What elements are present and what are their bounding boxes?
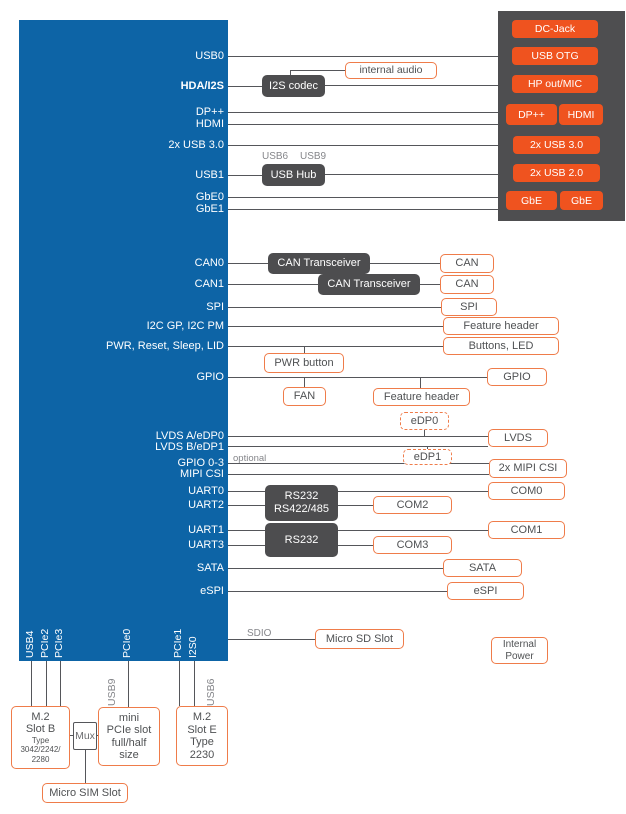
line-pcie2-down [46,661,47,706]
chip-mux-label: Mux [75,730,95,742]
port-usb0: USB0 [195,50,224,62]
connector-sata [443,559,522,577]
port-can0: CAN0 [194,257,224,269]
line-uart0 [228,491,265,492]
line-usb0 [228,56,498,57]
line-gbe0 [228,197,498,198]
line-mux-sim [85,750,86,783]
connector-com3-label: COM3 [396,538,429,551]
connector-internal-power [491,637,548,664]
connector-mipi-csi [489,459,567,478]
connector-spi [441,298,497,316]
connector-fan-label: FAN [293,390,316,403]
connector-gpio [487,368,547,386]
connector-buttons-led-label: Buttons, LED [468,339,534,352]
port-uart2: UART2 [188,499,224,511]
io-usb30 [513,136,600,154]
connector-sata-label: SATA [468,561,497,574]
line-lvds-a [228,436,488,437]
port-usb30: 2x USB 3.0 [168,139,224,151]
port-pwr: PWR, Reset, Sleep, LID [106,340,224,352]
port-hda-i2s: HDA/I2S [180,80,224,92]
line-hda [228,86,262,87]
connector-feature-header-b [373,388,470,406]
connector-com2-label: COM2 [396,498,429,511]
connector-spi-label: SPI [460,300,478,313]
io-dpp-label: DP++ [518,108,545,121]
line-uart1 [228,530,265,531]
label-usb9-vertical: USB9 [106,678,118,706]
io-usb20-label: 2x USB 2.0 [529,167,584,179]
connector-can-b [440,275,494,294]
label-usb9-hub: USB9 [300,151,327,162]
port-mipi: MIPI CSI [179,468,224,480]
m2-slot-e-line2: Slot E [187,723,217,736]
connector-edp0 [400,412,449,430]
io-gbe-b [560,191,603,210]
port-dpp: DP++ [195,106,224,118]
io-dc-jack-label: DC-Jack [534,23,576,35]
line-fan-drop [304,377,305,387]
connector-com1 [488,521,565,539]
label-usb6-hub: USB6 [262,151,289,162]
line-usb4-down [31,661,32,706]
line-cant-a-out [370,263,440,264]
line-hdmi [228,124,498,125]
line-pwr-button-drop [304,346,305,353]
port-espi: eSPI [200,585,224,597]
m2-slot-e-line3: Type [190,736,214,748]
line-can0 [228,263,268,264]
port-usb1: USB1 [195,169,224,181]
chip-rs232-line1: RS232 [284,490,319,502]
line-lvds-b [228,446,488,447]
connector-com0-label: COM0 [510,484,543,497]
port-pcie2: PCIe2 [39,628,51,658]
line-dpp [228,112,498,113]
m2-slot-b-line3: Type [31,735,50,745]
line-spi [228,307,441,308]
line-com0 [338,491,488,492]
m2-slot-e-line1: M.2 [192,711,212,723]
line-uart2 [228,505,265,506]
chip-can-transceiver-a-label: CAN Transceiver [277,257,361,269]
mini-pcie-line2: PCIe slot [106,724,152,736]
chip-rs232-b [265,523,338,557]
line-i2c [228,326,443,327]
line-com1 [338,530,488,531]
io-hp-out-mic-label: HP out/MIC [527,78,583,90]
connector-micro-sim-label: Micro SIM Slot [49,786,121,799]
connector-can-a-label: CAN [455,257,479,270]
port-gbe0: GbE0 [195,191,224,203]
line-sata [228,568,443,569]
line-cant-b-out [420,284,440,285]
connector-edp1 [403,449,452,465]
line-edp0-drop [424,430,425,436]
connector-edp1-label: eDP1 [413,450,442,463]
connector-com0 [488,482,565,500]
io-usb-otg [512,47,598,65]
label-sdio: SDIO [247,628,272,639]
line-i2s0-down [194,661,195,706]
connector-mipi-csi-label: 2x MIPI CSI [498,462,558,475]
label-usb6-vertical: USB6 [205,678,217,706]
connector-m2-slot-e [176,706,228,766]
connector-internal-audio [345,62,437,79]
line-pcie1-down [179,661,180,706]
connector-com1-label: COM1 [510,523,543,536]
port-gpio: GPIO [196,371,224,383]
port-uart1: UART1 [188,524,224,536]
port-gbe1: GbE1 [195,203,224,215]
chip-rs232-b-label: RS232 [284,533,319,546]
io-hp-out-mic [512,75,598,93]
port-lvds-b: LVDS B/eDP1 [155,441,224,453]
connector-lvds [488,429,548,447]
line-codec-panel [325,85,498,86]
connector-lvds-label: LVDS [504,431,532,444]
io-gbe-a [506,191,557,210]
chip-can-transceiver-a [268,253,370,274]
chip-usb-hub [262,164,325,186]
port-gpio03: GPIO 0-3 [177,457,224,469]
connector-internal-power-line2: Power [505,650,534,662]
connector-fan [283,387,326,406]
port-hdmi: HDMI [195,118,224,130]
line-com2 [338,505,373,506]
connector-com3 [373,536,452,554]
line-hub-panel [325,174,498,175]
line-sdio [228,639,315,640]
connector-gpio-label: GPIO [503,370,531,383]
chip-mux [73,722,97,750]
m2-slot-b-line2: Slot B [25,723,56,736]
io-usb30-label: 2x USB 3.0 [529,139,584,151]
line-pcie3-down [60,661,61,706]
line-usb1 [228,175,262,176]
connector-espi-label: eSPI [473,584,498,597]
io-gbe-b-label: GbE [570,194,592,207]
io-gbe-a-label: GbE [520,194,542,207]
mini-pcie-line4: size [119,749,139,761]
line-feature-header-b-drop [420,377,421,388]
mini-pcie-line1: mini [118,711,140,724]
port-can1: CAN1 [194,278,224,290]
connector-pwr-button-label: PWR button [274,356,334,369]
line-internal-audio [290,70,345,71]
line-mipi [228,474,489,475]
chip-can-transceiver-b-label: CAN Transceiver [327,278,411,290]
connector-pwr-button [264,353,344,373]
io-dpp [506,104,557,125]
port-sata: SATA [196,562,224,574]
m2-slot-b-line4: 3042/2242/ [20,745,61,755]
connector-mini-pcie [98,707,160,766]
port-i2c: I2C GP, I2C PM [146,320,224,332]
connector-espi [447,582,524,600]
chip-rs232-rs422 [265,485,338,521]
port-pcie3: PCIe3 [53,628,65,658]
port-uart3: UART3 [188,539,224,551]
line-pwr [228,346,443,347]
port-pcie0: PCIe0 [121,628,133,658]
port-i2s0: I2S0 [187,636,199,658]
connector-can-b-label: CAN [455,278,479,291]
connector-m2-slot-b [11,706,70,769]
line-espi [228,591,447,592]
chip-i2s-codec-label: I2S codec [269,79,318,92]
connector-edp0-label: eDP0 [410,414,439,427]
port-pcie1: PCIe1 [172,628,184,658]
connector-micro-sd [315,629,404,649]
io-hdmi-label: HDMI [567,108,595,121]
connector-can-a [440,254,494,273]
connector-micro-sim [42,783,128,803]
connector-micro-sd-label: Micro SD Slot [325,632,394,645]
line-uart3 [228,545,265,546]
chip-can-transceiver-b [318,274,420,295]
port-lvds-a: LVDS A/eDP0 [155,430,224,442]
port-usb4: USB4 [24,630,36,658]
chip-i2s-codec [262,75,325,97]
line-gbe1 [228,209,498,210]
port-uart0: UART0 [188,485,224,497]
io-usb-otg-label: USB OTG [531,50,579,62]
m2-slot-b-line5: 2280 [31,754,50,764]
line-can1 [228,284,318,285]
connector-buttons-led [443,337,559,355]
mini-pcie-line3: full/half [111,736,147,749]
chip-usb-hub-label: USB Hub [270,168,317,181]
io-usb20 [513,164,600,182]
connector-internal-power-line1: Internal [502,639,537,650]
connector-internal-audio-label: internal audio [359,64,423,77]
connector-feature-header-b-label: Feature header [383,390,460,403]
m2-slot-b-line1: M.2 [31,710,50,723]
line-gpio [228,377,487,378]
connector-feature-header-a-label: Feature header [463,319,539,332]
line-pcie0-down [128,661,129,707]
line-com3 [338,545,373,546]
connector-com2 [373,496,452,514]
io-dc-jack [512,20,598,38]
io-hdmi [559,104,603,125]
chip-rs422-line2: RS422/485 [273,503,330,515]
port-spi: SPI [206,301,224,313]
line-usb30 [228,145,498,146]
connector-feature-header-a [443,317,559,335]
m2-slot-e-line4: 2230 [189,748,215,761]
label-optional: optional [233,453,267,464]
